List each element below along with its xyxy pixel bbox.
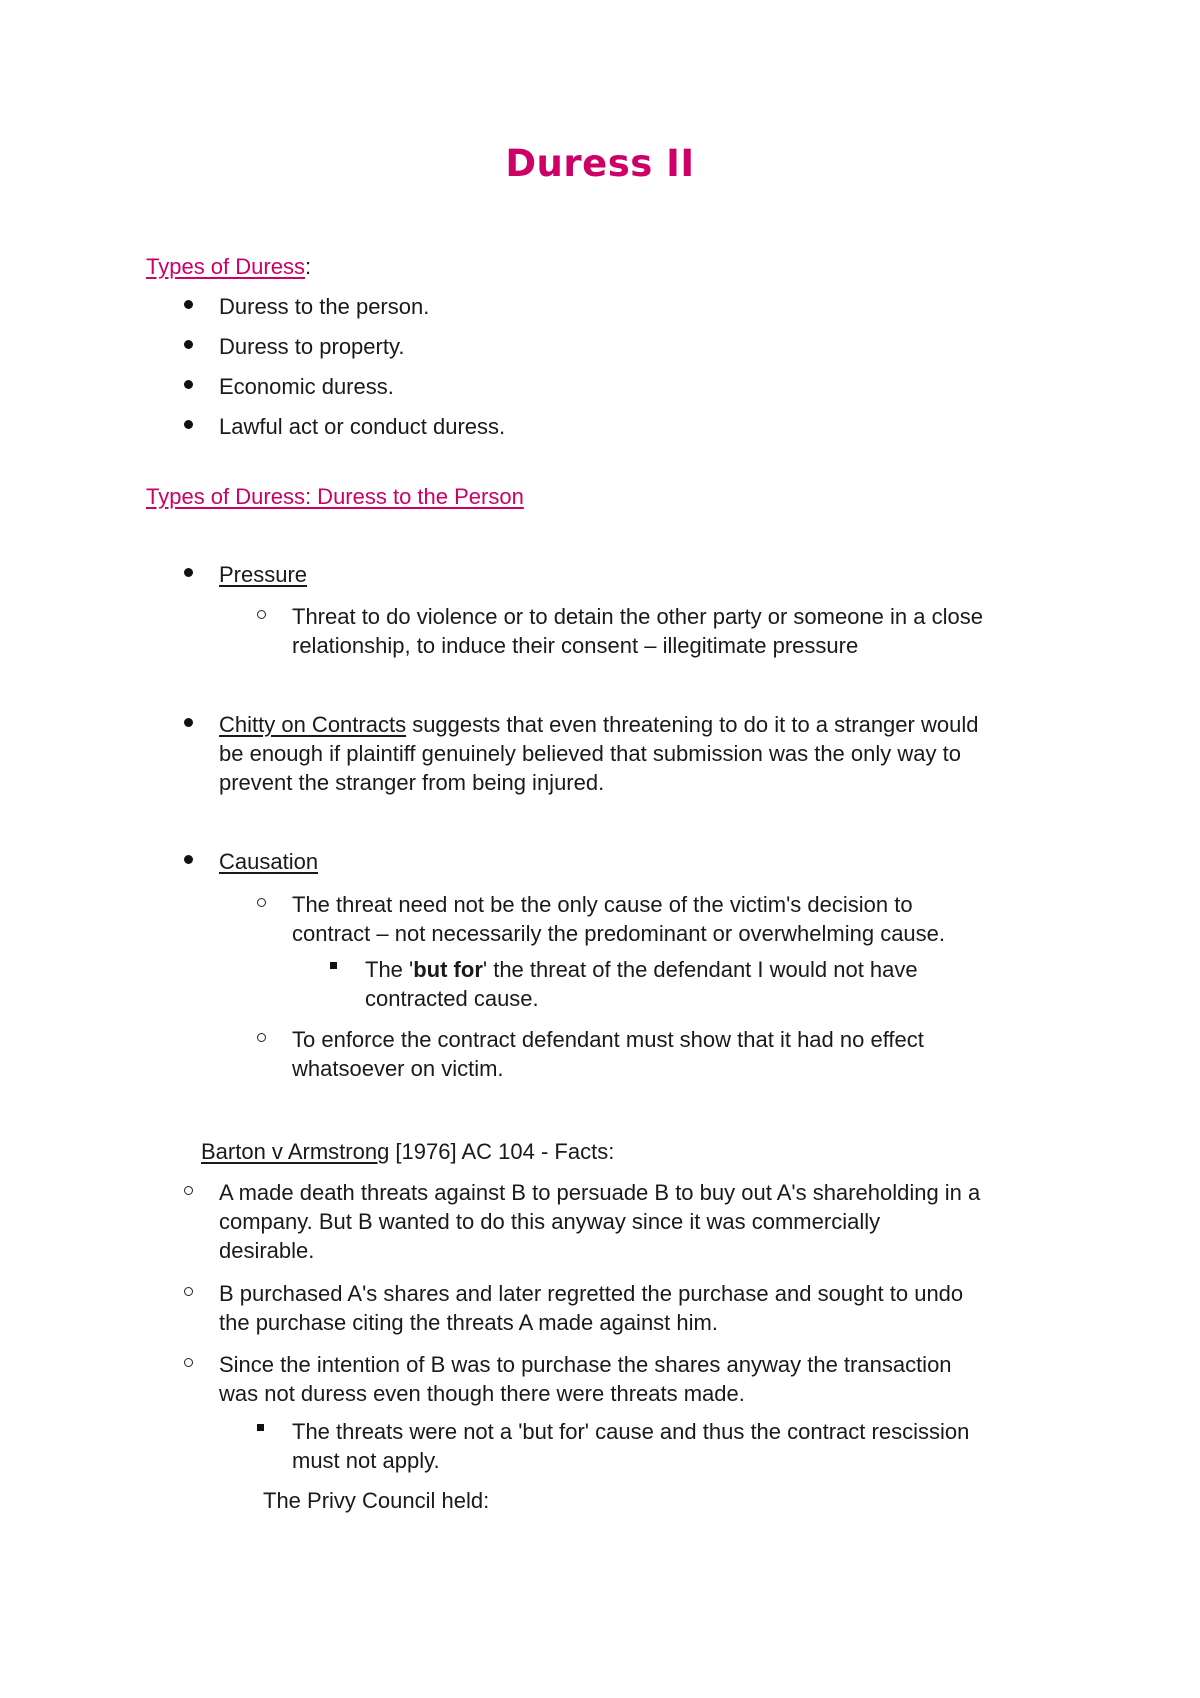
barton-fact-line: company. But B wanted to do this anyway since it was commercially	[219, 1209, 881, 1234]
bullet-icon	[184, 380, 193, 389]
document-title: Duress II	[505, 142, 695, 185]
types-heading-line	[146, 252, 311, 281]
barton-fact-line: was not duress even though there were threats made.	[219, 1381, 745, 1406]
chitty-label: Chitty on Contracts	[219, 712, 407, 737]
circle-bullet-icon	[184, 1186, 193, 1195]
types-item: Economic duress.	[219, 374, 394, 399]
privy-council-held: The Privy Council held:	[263, 1488, 490, 1513]
bullet-icon	[184, 568, 193, 577]
circle-bullet-icon	[257, 898, 266, 907]
types-heading: Types of Duress	[146, 254, 305, 279]
circle-bullet-icon	[184, 1287, 193, 1296]
barton-fact-line: A made death threats against B to persuade B to buy out A's shareholding in a	[219, 1180, 981, 1205]
causation-sub-line: contract – not necessarily the predominant or overwhelming cause.	[292, 921, 946, 946]
bullet-icon	[184, 420, 193, 429]
square-bullet-icon	[330, 962, 337, 969]
barton-case-name: Barton v Armstrong	[201, 1139, 390, 1164]
bullet-icon	[184, 718, 193, 727]
circle-bullet-icon	[257, 610, 266, 619]
circle-bullet-icon	[257, 1033, 266, 1042]
bullet-icon	[184, 340, 193, 349]
barton-fact-line: B purchased A's shares and later regretted the purchase and sought to undo	[219, 1281, 964, 1306]
causation-sub2-line: To enforce the contract defendant must show that it had no effect	[292, 1027, 924, 1052]
types-item: Duress to property.	[219, 334, 405, 359]
causation-label: Causation	[219, 849, 319, 874]
square-bullet-icon	[257, 1424, 264, 1431]
barton-fact-line: Since the intention of B was to purchase the shares anyway the transaction	[219, 1352, 952, 1377]
barton-sub-point-line: must not apply.	[292, 1448, 440, 1473]
pressure-label: Pressure	[219, 562, 308, 587]
types-item: Duress to the person.	[219, 294, 430, 319]
but-for-bold: but for	[413, 957, 483, 982]
pressure-sub-line: Threat to do violence or to detain the other party or someone in a close	[292, 604, 983, 629]
causation-sub2-line: whatsoever on victim.	[292, 1056, 504, 1081]
barton-fact-line: the purchase citing the threats A made against him.	[219, 1310, 718, 1335]
person-section-heading: Types of Duress: Duress to the Person	[146, 484, 524, 509]
types-item: Lawful act or conduct duress.	[219, 414, 506, 439]
chitty-line-2: be enough if plaintiff genuinely believed that submission was the only way to	[219, 741, 961, 766]
but-for-line-2: contracted cause.	[365, 986, 539, 1011]
chitty-line-3: prevent the stranger from being injured.	[219, 770, 605, 795]
but-for-post: ' the threat of the defendant I would not have	[482, 957, 918, 982]
bullet-icon	[184, 855, 193, 864]
causation-sub-line: The threat need not be the only cause of the victim's decision to	[292, 892, 913, 917]
pressure-sub-line: relationship, to induce their consent – illegitimate pressure	[292, 633, 859, 658]
but-for-line-1	[365, 955, 918, 984]
circle-bullet-icon	[184, 1358, 193, 1367]
types-heading-colon: :	[304, 254, 312, 279]
bullet-icon	[184, 300, 193, 309]
barton-sub-point-line: The threats were not a 'but for' cause and thus the contract rescission	[292, 1419, 970, 1444]
barton-citation: [1976] AC 104 - Facts:	[389, 1139, 615, 1164]
barton-heading-line	[201, 1137, 614, 1166]
but-for-pre: The '	[365, 957, 414, 982]
barton-fact-line: desirable.	[219, 1238, 315, 1263]
chitty-line-1	[219, 710, 978, 739]
chitty-line-1-rest: suggests that even threatening to do it to a stranger would	[406, 712, 979, 737]
